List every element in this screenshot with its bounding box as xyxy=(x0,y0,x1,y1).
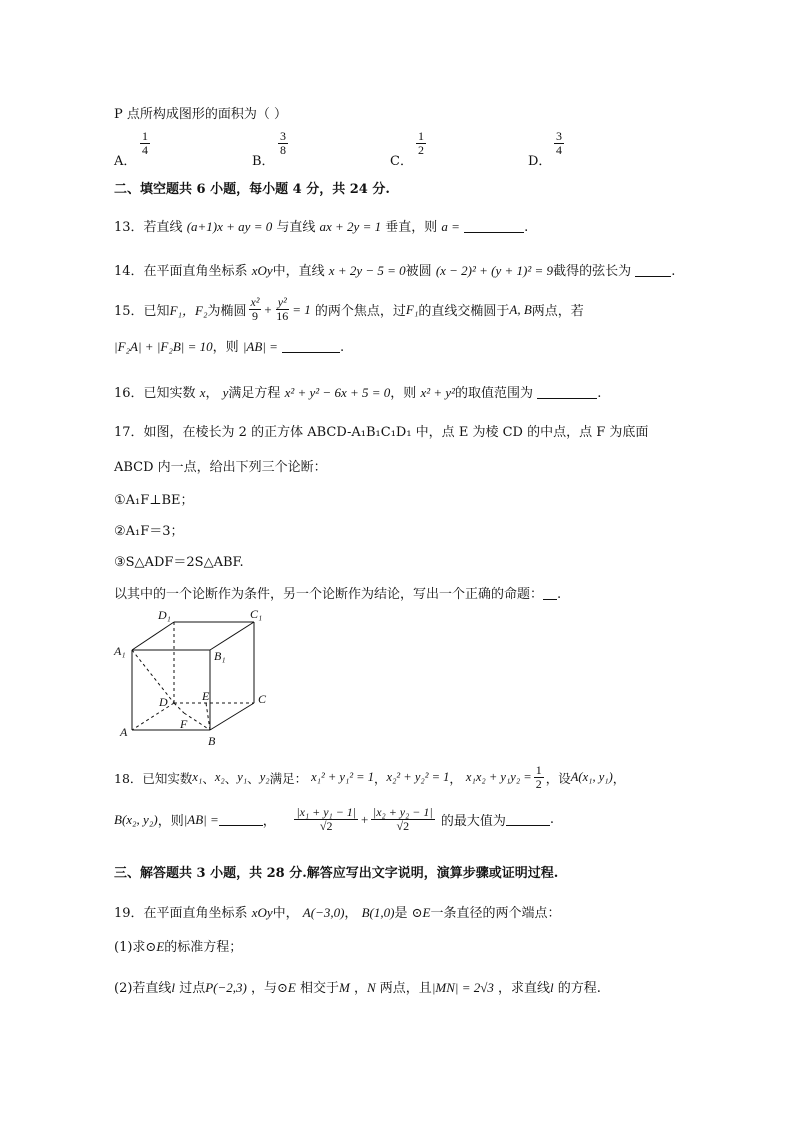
option-fraction: $\frac{3}{4}$ xyxy=(556,129,562,157)
question-18-line-2: B(x₂, y₂) ，则 |AB| = ， $\frac{\text{|x₁ + y₁ − 1|}}{√2}$ + $\frac{\text{|x₂ + y₂ − 1|}}{√2}$ 的最大值为 . xyxy=(114,805,554,833)
q12-stem xyxy=(114,103,287,122)
question-16: 16．已知实数 x， y满足方程 x² + y² − 6x + 5 = 0，则 x² + y²的取值范围为 . xyxy=(114,385,602,401)
ellipse-y-term: $\frac{\text{y²}}{16}$ xyxy=(276,295,289,323)
distance-term-1: $\frac{\text{|x₁ + y₁ − 1|}}{√2}$ xyxy=(296,805,357,833)
question-14: 14．在平面直角坐标系 xOy中，直线 x + 2y − 5 = 0被圆 (x − 2)² + (y + 1)² = 9截得的弦长为 . xyxy=(114,263,676,279)
section-2-heading: 二、填空题共 6 小题，每小题 4 分，共 24 分. xyxy=(114,182,390,197)
option-fraction: $\frac{3}{8}$ xyxy=(280,129,286,157)
answer-blank[interactable] xyxy=(282,340,340,353)
question-17-claim-2: ②A₁F＝3； xyxy=(114,524,184,539)
fraction-one-half: $\frac{1}{2}$ xyxy=(535,763,542,791)
label-d: D xyxy=(159,695,168,709)
question-17-claim-3: ③S△ADF＝2S△ABF. xyxy=(114,555,244,570)
option-label: C． xyxy=(390,154,413,169)
question-17-line-2: ABCD 内一点，给出下列三个论断： xyxy=(114,460,327,475)
answer-blank[interactable] xyxy=(506,813,550,826)
question-13: 13．若直线 (a+1)x + ay = 0 与直线 ax + 2y = 1 垂直，则 a = . xyxy=(114,219,529,235)
question-19-part-1: (1)求⊙E的标准方程； xyxy=(114,939,243,955)
question-15: 15． 已知 F₁，F₂ 为椭圆 $\frac{\text{x²}}{9}$ + $\frac{\text{y²}}{16}$ = 1 的两个焦点，过 F₁ 的直线交椭圆于 A, B 两点，若 xyxy=(114,295,584,323)
question-17-line-3: 以其中的一个论断作为条件，另一个论断作为结论，写出一个正确的命题： . xyxy=(114,587,562,602)
label-a1: A₁ xyxy=(114,644,126,658)
q12-stem-text: P 点所构成图形的面积为（ ） xyxy=(114,107,288,122)
label-b1: B₁ xyxy=(214,649,226,663)
label-b: B xyxy=(208,734,216,748)
section-3-heading: 三、解答题共 3 小题，共 28 分.解答应写出文字说明，演算步骤或证明过程. xyxy=(114,866,559,881)
question-17-claim-1: ①A₁F⊥BE； xyxy=(114,493,194,508)
question-19: 19．在平面直角坐标系 xOy中， A(−3,0)， B(1,0)是 ⊙E一条直径的两个端点： xyxy=(114,905,561,921)
question-15-line-2: |F₂A| + |F₂B| = 10，则 |AB| = . xyxy=(114,339,345,355)
question-19-part-2: (2)若直线l 过点P(−2,3) ，与⊙E 相交于M ，N 两点，且|MN| = 2√3 ，求直线l 的方程. xyxy=(114,980,601,996)
option-label: A． xyxy=(114,154,137,169)
option-label: B． xyxy=(252,154,275,169)
ellipse-x-term: $\frac{\text{x²}}{9}$ xyxy=(250,295,260,323)
answer-blank[interactable] xyxy=(543,587,557,600)
answer-blank[interactable] xyxy=(635,264,671,277)
label-d1: D₁ xyxy=(158,608,171,622)
distance-term-2: $\frac{\text{|x₂ + y₂ − 1|}}{√2}$ xyxy=(372,805,433,833)
label-a: A xyxy=(120,725,128,739)
answer-blank[interactable] xyxy=(537,386,597,399)
option-fraction: $\frac{1}{4}$ xyxy=(142,129,148,157)
question-18: 18． 已知实数 x₁ 、 x₂ 、 y₁ 、 y₂ 满足： x₁² + y₁² = 1 ， x₂² + y₂² = 1 ， x₁x₂ + y₁y₂ = $\frac{1}{2}$ ，设 A(x₁, y₁) ， xyxy=(114,763,626,791)
option-label: D． xyxy=(528,154,552,169)
question-17-line-1: 17．如图，在棱长为 2 的正方体 ABCD-A₁B₁C₁D₁ 中，点 E 为棱 CD 的中点，点 F 为底面 xyxy=(114,425,649,440)
label-f: F xyxy=(180,717,188,731)
cube-diagram xyxy=(110,605,280,750)
option-fraction: $\frac{1}{2}$ xyxy=(418,129,424,157)
answer-blank[interactable] xyxy=(219,813,263,826)
label-c1: C₁ xyxy=(250,607,263,621)
answer-blank[interactable] xyxy=(464,220,524,233)
label-c: C xyxy=(258,692,267,706)
label-e: E xyxy=(202,689,210,703)
